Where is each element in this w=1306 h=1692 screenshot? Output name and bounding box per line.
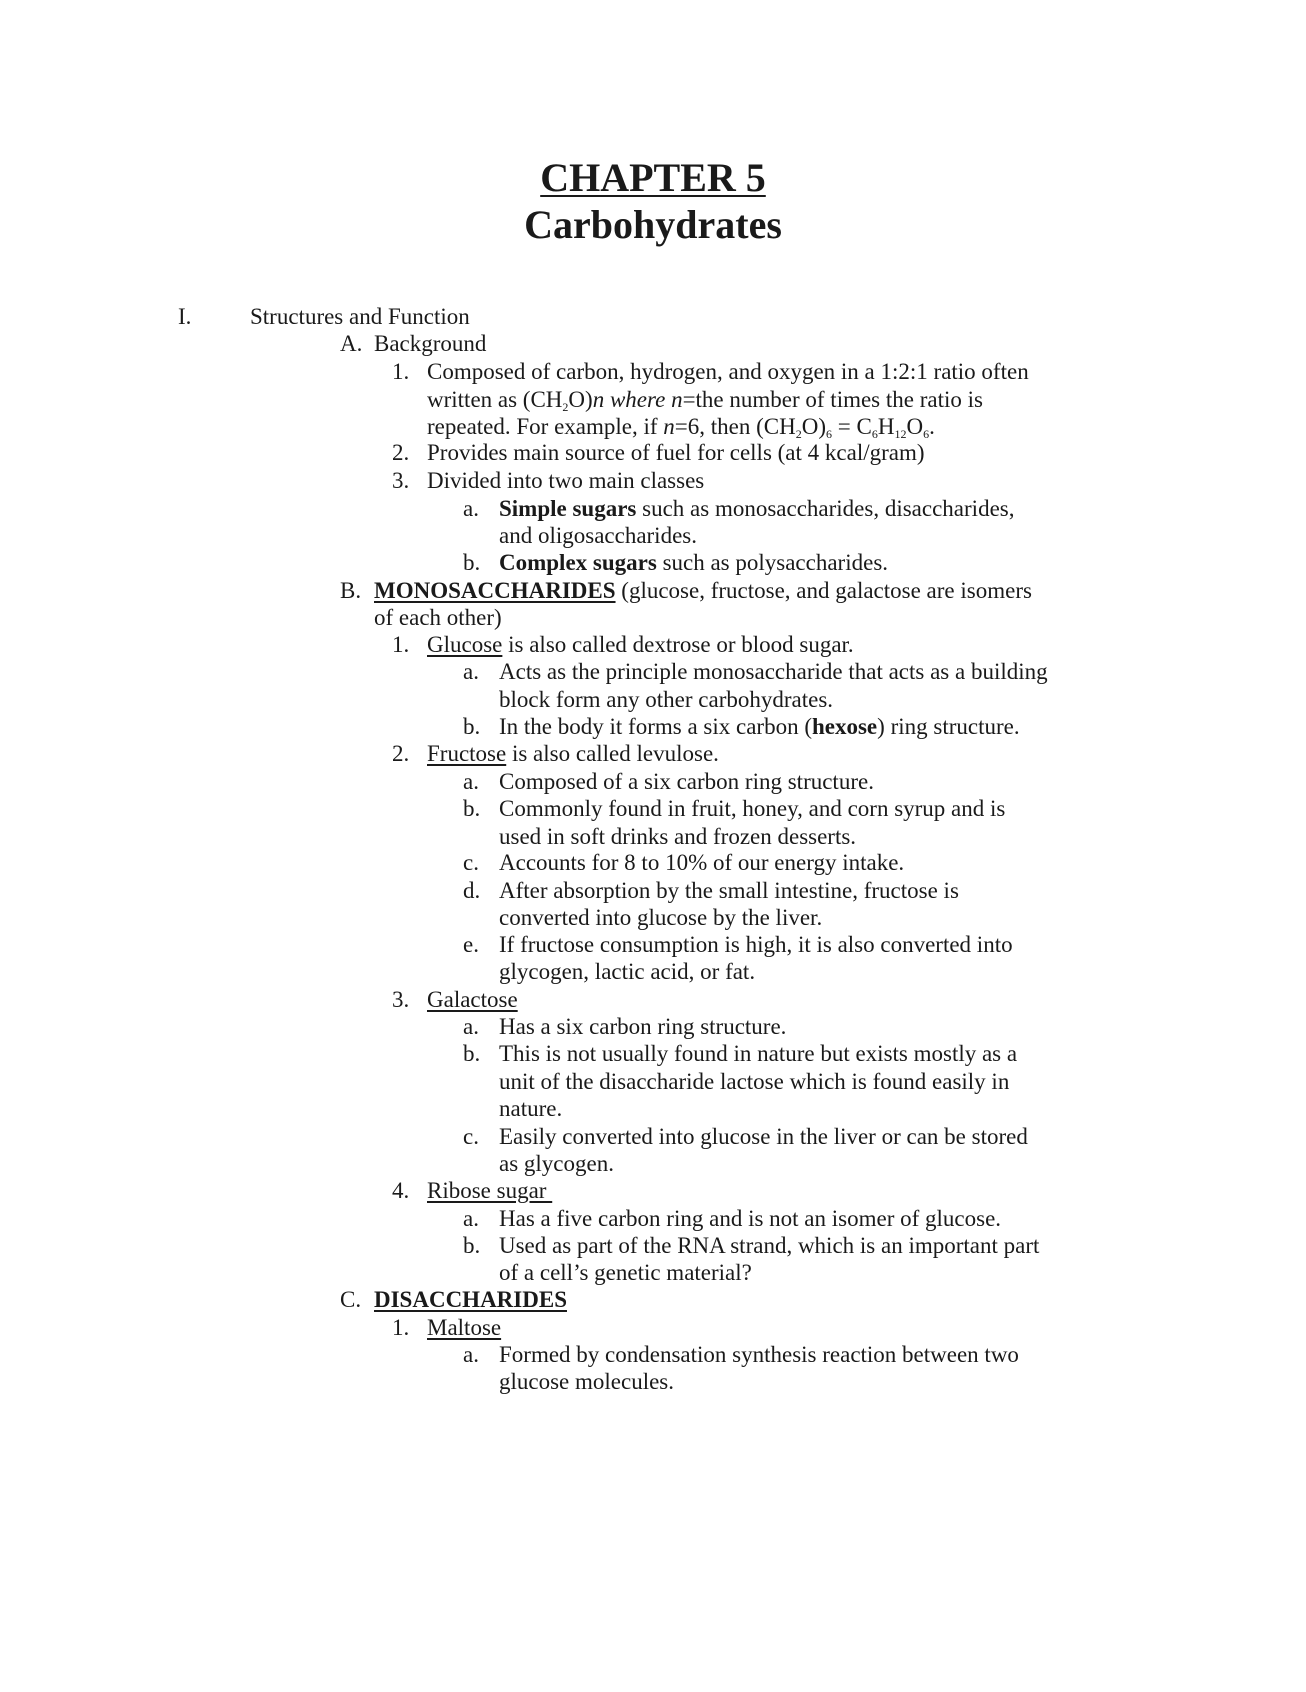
list-item-text: and oligosaccharides. (499, 523, 697, 548)
list-item-text: used in soft drinks and frozen desserts. (499, 824, 857, 849)
list-item-text: of a cell’s genetic material? (499, 1260, 752, 1285)
list-item-text: Formed by condensation synthesis reaction between two (499, 1342, 1019, 1367)
list-item-text: Composed of a six carbon ring structure. (499, 769, 874, 794)
subsection-title: MONOSACCHARIDES (glucose, fructose, and galactose are isomers (374, 578, 1032, 603)
chapter-heading: CHAPTER 5 (540, 155, 766, 200)
list-item-text: block form any other carbohydrates. (499, 687, 834, 712)
list-number: 1. (392, 1315, 410, 1340)
list-item-text: written as $(CH_2O)n$ where n=the number of times the ratio is (427, 387, 983, 414)
list-letter: c. (463, 850, 479, 875)
list-letter: b. (463, 1233, 481, 1258)
list-item-text: Has a six carbon ring structure. (499, 1014, 787, 1039)
subsection-title: DISACCHARIDES (374, 1287, 567, 1312)
list-item-text: Galactose (427, 987, 518, 1012)
list-letter: b. (463, 714, 481, 739)
list-item-text: Acts as the principle monosaccharide that acts as a building (499, 659, 1048, 684)
list-item-text: nature. (499, 1096, 563, 1121)
subsection-label: C. (340, 1287, 362, 1312)
list-item-text: repeated. For example, if n=6, then $(CH_2O)_6 = C_6H_{12}O_6$. (427, 414, 935, 441)
subsection-title-cont: of each other) (374, 605, 502, 630)
list-letter: a. (463, 496, 479, 521)
list-number: 1. (392, 632, 410, 657)
subsection-title: Background (374, 331, 487, 356)
list-number: 2. (392, 440, 410, 465)
list-number: 3. (392, 987, 410, 1012)
list-item-text: This is not usually found in nature but exists mostly as a (499, 1041, 1018, 1066)
list-item-text: glucose molecules. (499, 1369, 675, 1394)
list-item-text: Simple sugars such as monosaccharides, disaccharides, (499, 496, 1015, 521)
list-number: 3. (392, 468, 410, 493)
list-letter: a. (463, 1014, 479, 1039)
list-item-text: Maltose (427, 1315, 502, 1340)
list-number: 2. (392, 741, 410, 766)
list-item-text: Has a five carbon ring and is not an isomer of glucose. (499, 1206, 1002, 1231)
list-item-text: Ribose sugar (427, 1178, 553, 1203)
list-item-text: Commonly found in fruit, honey, and corn syrup and is (499, 796, 1006, 821)
list-item-text: as glycogen. (499, 1151, 614, 1176)
list-letter: d. (463, 878, 481, 903)
list-item-text: Provides main source of fuel for cells (at 4 kcal/gram) (427, 440, 925, 465)
list-item-text: unit of the disaccharide lactose which is found easily in (499, 1069, 1010, 1094)
list-item-text: converted into glucose by the liver. (499, 905, 823, 930)
chapter-title: Carbohydrates (524, 202, 782, 247)
list-number: 4. (392, 1178, 410, 1203)
list-item-text: Glucose is also called dextrose or blood sugar. (427, 632, 854, 657)
list-letter: b. (463, 796, 481, 821)
list-letter: c. (463, 1124, 479, 1149)
subsection-label: A. (340, 331, 363, 356)
list-item-text: If fructose consumption is high, it is also converted into (499, 932, 1013, 957)
list-item-text: Divided into two main classes (427, 468, 705, 493)
list-item-text: In the body it forms a six carbon (hexose) ring structure. (499, 714, 1020, 739)
list-item-text: Fructose is also called levulose. (427, 741, 719, 766)
list-item-text: After absorption by the small intestine, fructose is (499, 878, 959, 903)
section-title: Structures and Function (250, 304, 470, 329)
list-item-text: Complex sugars such as polysaccharides. (499, 550, 889, 575)
list-item-text: glycogen, lactic acid, or fat. (499, 959, 756, 984)
list-letter: a. (463, 1342, 479, 1367)
list-number: 1. (392, 359, 410, 384)
list-letter: a. (463, 1206, 479, 1231)
subsection-label: B. (340, 578, 362, 603)
list-item-text: Accounts for 8 to 10% of our energy intake. (499, 850, 905, 875)
list-letter: e. (463, 932, 479, 957)
list-item-text: Easily converted into glucose in the liver or can be stored (499, 1124, 1028, 1149)
list-letter: b. (463, 1041, 481, 1066)
list-letter: b. (463, 550, 481, 575)
list-item-text: Composed of carbon, hydrogen, and oxygen in a 1:2:1 ratio often (427, 359, 1029, 384)
list-item-text: Used as part of the RNA strand, which is an important part (499, 1233, 1040, 1258)
list-letter: a. (463, 659, 479, 684)
list-letter: a. (463, 769, 479, 794)
section-label: I. (178, 304, 192, 329)
